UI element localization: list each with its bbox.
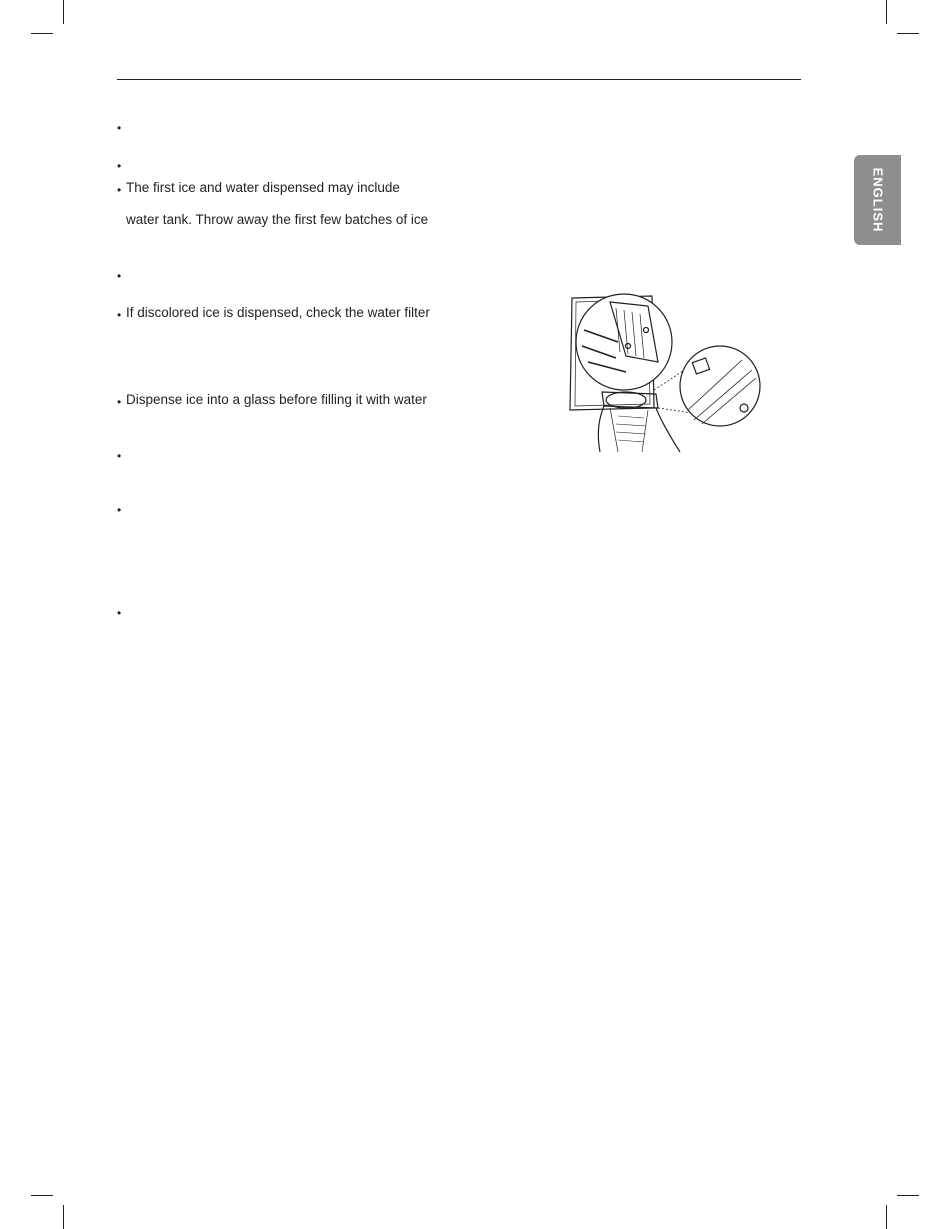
bullet-icon: •: [117, 395, 122, 409]
bullet-icon: •: [117, 503, 122, 517]
bullet-icon: •: [117, 269, 122, 283]
bullet-icon: •: [117, 308, 122, 322]
crop-mark: [63, 0, 64, 24]
bullet-icon: •: [117, 449, 122, 463]
language-tab-label: ENGLISH: [870, 167, 885, 233]
body-text: Dispense ice into a glass before filling it with water: [126, 392, 427, 407]
ice-bin-removal-illustration: [566, 290, 766, 455]
body-text: The first ice and water dispensed may include: [126, 180, 400, 195]
language-tab: [854, 155, 901, 245]
header-rule: [117, 79, 801, 80]
bullet-icon: •: [117, 121, 122, 135]
crop-mark: [31, 33, 53, 34]
body-text: If discolored ice is dispensed, check the water filter: [126, 305, 430, 320]
crop-mark: [886, 1205, 887, 1229]
crop-mark: [31, 1195, 53, 1196]
bullet-icon: •: [117, 159, 122, 173]
body-text: water tank. Throw away the first few batches of ice: [126, 212, 429, 227]
crop-mark: [63, 1205, 64, 1229]
crop-mark: [886, 0, 887, 24]
bullet-icon: •: [117, 606, 122, 620]
crop-mark: [897, 1195, 919, 1196]
bullet-icon: •: [117, 183, 122, 197]
crop-mark: [897, 33, 919, 34]
